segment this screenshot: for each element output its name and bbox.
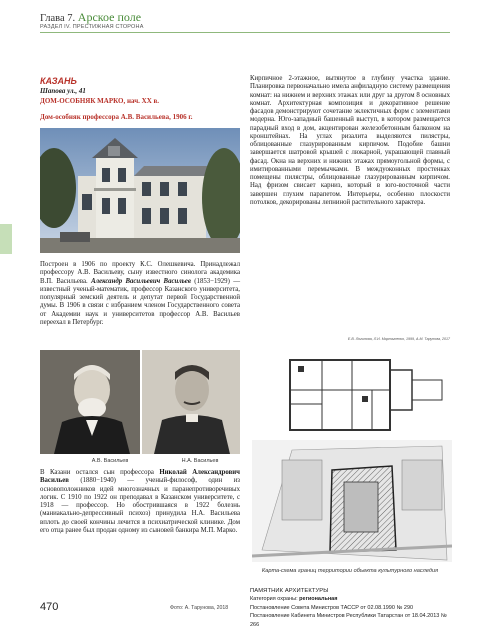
- page-number: 470: [40, 601, 59, 613]
- chapter-title: Арское поле: [77, 10, 142, 24]
- chapter-header: [40, 10, 141, 25]
- description-paragraph: [250, 75, 450, 207]
- category-value: региональная: [299, 596, 338, 603]
- category-label: Категория охраны:: [250, 596, 300, 603]
- chapter-number: Глава 7.: [40, 13, 78, 24]
- house-photo-illustration: [40, 128, 240, 253]
- monument-label: ПАМЯТНИК АРХИТЕКТУРЫ: [250, 588, 329, 594]
- decree-1: Постановление Совета Министров ТАССР от 02.08.1990 № 290: [250, 604, 414, 611]
- side-tab: [0, 224, 12, 254]
- building-title: ДОМ-ОСОБНЯК МАРКО, нач. XX в.: [40, 97, 160, 105]
- son-rest: (1880−1940) — ученый-философ, один из основоположников идей многозначных и паранепротиворечивых логик. С 1910 по 1922 он преподавал в Казанском университете, с 1918 — профессор. Но обострившаяся в 1922 болезнь (маниакально-депрессивный психоз) принудила Н.А. Васильева вплоть до своей кончины лечится в психиатрической клинике. Дом его отца ранее был продан одному из сыновей банкира М.П. Марко.: [40, 477, 240, 534]
- description-text: Кирпичное 2-этажное, вытянутое в глубину участка здание. Планировка первоначально имела анфиладную систему размещения комнат: на нижнем и верхних этажах или друг за другом 8 основных комнат. Архитектурная композиция и декоративное решение фасадов демонстрируют сочетание эклектичных форм с элементами модерна. Юго-западный башенный выступ, в котором размещается парадный вход в дом, акцентирован железобетонным балконом на кронштейнах. На углах ризалита выделяются пилястры, облицованные глазурированным кирпичом. Подобие башни завершается шатровой крышей с люкарной, украшающей главный фасад. Окна на верхних и нижних этажах прямоугольной формы, с имитированными перемычками. В междуоконных простенках помещены пилястры, облицованные глазурированным кирпичом. Над фризом свисает карниз, который в юго-восточной части завершен глухим парапетом. Интерьеры, особенно плоскости потолков, декорированы лепниной растительного характера.: [250, 75, 450, 206]
- photo-credit: Фото: А. Тарунова, 2018: [170, 605, 229, 611]
- son-intro: В Казани остался сын профессора: [40, 469, 160, 476]
- section-title: РАЗДЕЛ IV. ПРЕСТИЖНАЯ СТОРОНА: [40, 24, 144, 30]
- person-name-alexander: Александр Васильевич Васильев: [91, 277, 191, 285]
- portrait-av-vasiliev: [40, 350, 140, 454]
- portrait-illustration: [40, 350, 140, 454]
- decree-2: Постановление Кабинета Министров Республики Татарстан от 18.04.2013 № 266: [250, 613, 447, 628]
- intro-text: Построен в 1906 по проекту К.С. Олешкевича. Принадлежал профессору А.В. Васильеву, сыну известного синолога академика В.П. Васильева.: [40, 261, 240, 285]
- site-map-drawing: [252, 440, 452, 562]
- portrait-illustration: [142, 350, 240, 454]
- header-rule: [40, 32, 450, 33]
- portrait-na-vasiliev: [142, 350, 240, 454]
- site-map: [252, 440, 452, 562]
- city-title: КАЗАНЬ: [40, 76, 77, 86]
- authors-credit: Е.В. Логинова, Л.И. Мартыненко, 1999, А.М. Тарунова, 2017: [347, 337, 450, 341]
- caption-portrait-na: Н.А. Васильев: [181, 458, 219, 464]
- intro-paragraph: [40, 261, 240, 327]
- floor-plan-drawing: [252, 350, 452, 438]
- protection-category: [250, 595, 455, 603]
- floor-plan: [252, 350, 452, 438]
- intro-rest: (1853−1929) — известный ученый-математик, профессор Казанского университета, популярный земский деятель и депутат первой Государственной думы. В 1906 в связи с избранием членом Государственного совета от Академии наук и университетов профессор А.В. Васильев переехал в Петербург.: [40, 277, 240, 326]
- map-caption: Карта-схема границ территории объекта культурного наследия: [261, 568, 439, 574]
- son-paragraph: [40, 469, 240, 535]
- person-name-nikolai: Николай Александрович Васильев: [40, 469, 241, 485]
- street-address: Шапова ул., 41: [40, 87, 86, 95]
- object-title: Дом-особняк профессора А.В. Васильева, 1906 г.: [40, 113, 193, 121]
- caption-portrait-av: А.В. Васильев: [91, 458, 129, 464]
- house-photo: [40, 128, 240, 253]
